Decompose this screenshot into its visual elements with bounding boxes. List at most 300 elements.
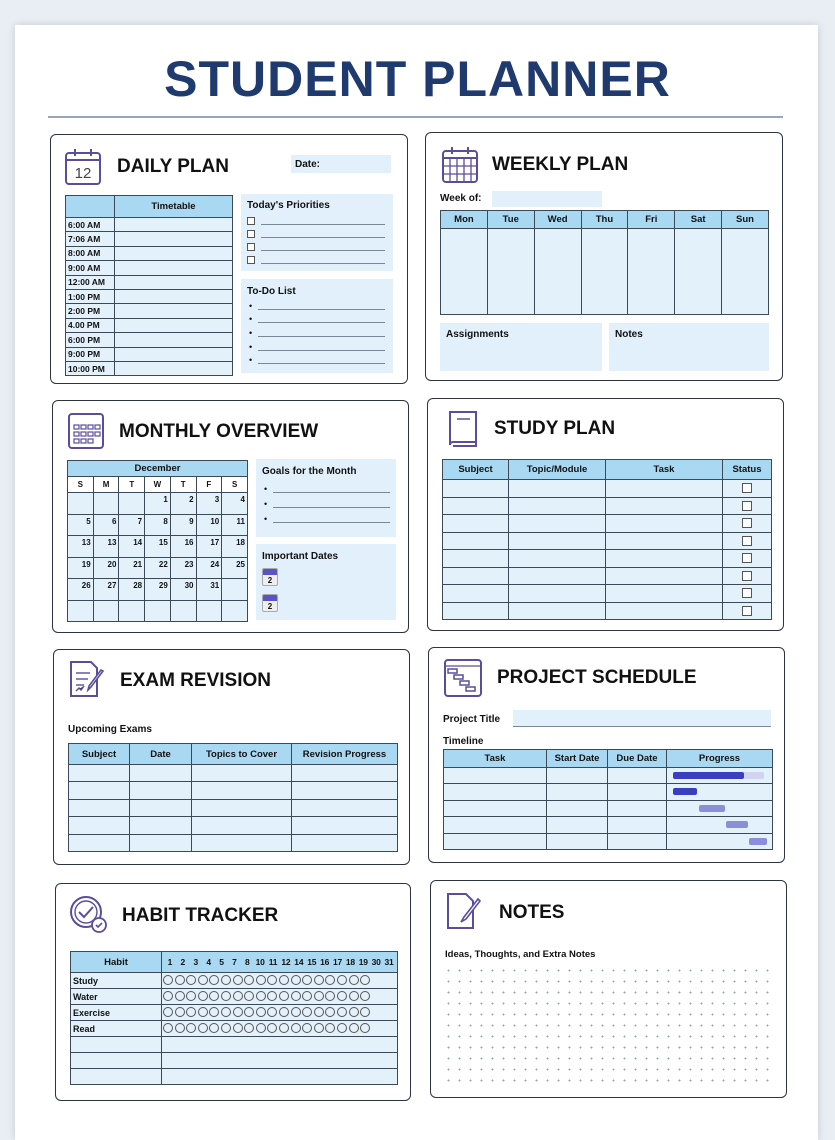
habit-check-circle[interactable] [209,991,219,1001]
day-entry[interactable] [487,229,534,315]
calendar-day[interactable]: 29 [145,579,171,601]
project-cell[interactable] [444,768,547,784]
status-checkbox[interactable] [742,483,752,493]
calendar-day[interactable]: 5 [68,514,94,536]
exam-cell[interactable] [292,799,398,816]
exam-cell[interactable] [192,799,292,816]
study-cell[interactable] [443,602,509,620]
habit-checks [162,1005,398,1021]
exam-revision-panel [53,649,410,865]
calendar-month-icon [66,410,106,450]
day-numbers-header [162,952,398,973]
habit-check-circle[interactable] [221,1023,231,1033]
study-cell[interactable] [606,550,723,568]
study-row [443,497,772,515]
calendar-day[interactable] [68,600,94,622]
habit-check-circle[interactable] [244,1007,254,1017]
progress-cell [667,784,773,800]
day-entry[interactable] [534,229,581,315]
habit-check-circle[interactable] [349,1023,359,1033]
calendar-day[interactable]: 28 [119,579,145,601]
habit-check-circle[interactable] [163,1007,173,1017]
habit-check-circle[interactable] [314,991,324,1001]
habit-check-circle[interactable] [221,1007,231,1017]
calendar-day[interactable]: 6 [93,514,119,536]
study-cell[interactable] [443,567,509,585]
time-slot-label: 1:00 PM [66,289,115,303]
day-number: 15 [307,957,317,967]
exam-cell[interactable] [130,765,192,782]
habit-check-circle[interactable] [233,1007,243,1017]
book-icon [444,408,484,448]
habit-check-circle[interactable] [302,991,312,1001]
timetable-row [66,347,233,361]
habit-check-circle[interactable] [175,975,185,985]
habit-check-circle[interactable] [186,1007,196,1017]
exam-cell[interactable] [130,817,192,834]
day-number: 8 [245,957,250,967]
project-cell[interactable] [547,768,608,784]
habit-check-circle[interactable] [256,1007,266,1017]
habit-check-circle[interactable] [360,975,370,985]
habit-row [71,973,398,989]
todo-item[interactable] [249,326,385,340]
habit-check-circle[interactable] [209,1007,219,1017]
habit-check-circle[interactable] [302,1023,312,1033]
habit-name[interactable]: Read [71,1021,162,1037]
day-number: 11 [268,957,278,967]
day-number: 5 [219,957,224,967]
study-cell[interactable] [509,567,606,585]
project-cell[interactable] [608,800,667,816]
calendar-day[interactable] [222,600,248,622]
calendar-day[interactable] [196,600,222,622]
calendar-day-number: 12 [74,165,92,182]
status-checkbox[interactable] [742,501,752,511]
study-cell[interactable] [606,497,723,515]
exam-cell[interactable] [130,834,192,851]
checkbox-icon[interactable] [247,217,255,225]
calendar-day[interactable]: 14 [119,536,145,558]
calendar-day[interactable]: 1 [145,493,171,515]
habit-check-circle[interactable] [209,1023,219,1033]
habit-check-circle[interactable] [256,975,266,985]
habit-check-circle[interactable] [244,991,254,1001]
date-label: Date: [295,159,321,170]
habit-name[interactable] [71,1069,162,1085]
day-number: 30 [371,957,381,967]
habit-check-circle[interactable] [198,975,208,985]
habit-check-circle[interactable] [360,1023,370,1033]
calendar-day[interactable]: 11 [222,514,248,536]
study-cell[interactable] [443,497,509,515]
calendar-day[interactable]: 22 [145,557,171,579]
habit-check-circle[interactable] [163,1023,173,1033]
time-slot-entry[interactable] [115,289,233,303]
timetable-row [66,246,233,260]
habit-check-circle[interactable] [337,1023,347,1033]
calendar-day[interactable]: 24 [196,557,222,579]
habit-check-circle[interactable] [279,975,289,985]
habit-check-circle[interactable] [325,1007,335,1017]
exam-cell[interactable] [69,765,130,782]
todo-box [241,279,393,373]
calendar-day[interactable] [170,600,196,622]
exam-cell[interactable] [192,765,292,782]
time-slot-entry[interactable] [115,361,233,375]
habit-check-circle[interactable] [198,991,208,1001]
exam-cell[interactable] [69,817,130,834]
exam-cell[interactable] [130,799,192,816]
exam-cell[interactable] [130,782,192,799]
habit-check-circle[interactable] [314,1023,324,1033]
habit-check-circle[interactable] [279,1023,289,1033]
habit-checks [162,1069,398,1085]
study-cell[interactable] [509,602,606,620]
timetable-row [66,333,233,347]
todo-item[interactable] [249,299,385,313]
time-slot-entry[interactable] [115,347,233,361]
habit-check-circle[interactable] [325,975,335,985]
time-slot-entry[interactable] [115,246,233,260]
weekday-label: F [196,477,222,493]
habit-check-circle[interactable] [337,1007,347,1017]
habit-check-circle[interactable] [337,975,347,985]
weekday-label: W [145,477,171,493]
project-cell[interactable] [444,784,547,800]
calendar-day[interactable]: 18 [222,536,248,558]
time-slot-entry[interactable] [115,333,233,347]
study-cell[interactable] [606,585,723,603]
study-cell[interactable] [509,550,606,568]
status-cell [723,585,772,603]
project-cell[interactable] [608,817,667,833]
calendar-week-icon [440,145,480,185]
study-cell[interactable] [606,602,723,620]
habit-check-circle[interactable] [325,1023,335,1033]
habit-check-circle[interactable] [221,975,231,985]
study-cell[interactable] [443,585,509,603]
study-cell[interactable] [606,567,723,585]
write-line [258,356,385,364]
weekday-header: Thu [581,211,628,229]
calendar-day[interactable] [145,600,171,622]
exam-cell[interactable] [192,834,292,851]
project-cell[interactable] [547,784,608,800]
calendar-day[interactable]: 13 [93,536,119,558]
habit-checks [162,973,398,989]
status-cell [723,515,772,533]
habit-check-circle[interactable] [314,1007,324,1017]
habit-check-circle[interactable] [302,975,312,985]
checkbox-icon[interactable] [247,243,255,251]
exam-cell[interactable] [192,817,292,834]
habit-check-circle[interactable] [256,1023,266,1033]
project-row [444,817,773,833]
habit-check-circle[interactable] [198,1023,208,1033]
column-header: Task [444,750,547,768]
habit-check-circle[interactable] [302,1007,312,1017]
study-cell[interactable] [443,515,509,533]
day-entry[interactable] [675,229,722,315]
project-cell[interactable] [547,817,608,833]
write-line [261,256,385,264]
project-cell[interactable] [444,817,547,833]
habit-check-circle[interactable] [186,991,196,1001]
calendar-day[interactable]: 19 [68,557,94,579]
habit-check-circle[interactable] [325,991,335,1001]
habit-check-circle[interactable] [360,1007,370,1017]
column-header: Progress [667,750,773,768]
habit-check-circle[interactable] [279,991,289,1001]
habit-check-circle[interactable] [360,991,370,1001]
priorities-box [241,194,393,271]
habit-check-circle[interactable] [291,1023,301,1033]
checkbox-icon[interactable] [247,230,255,238]
project-schedule-title: PROJECT SCHEDULE [497,667,697,688]
habit-check-circle[interactable] [267,1023,277,1033]
project-cell[interactable] [608,784,667,800]
habit-check-circle[interactable] [175,991,185,1001]
habit-check-circle[interactable] [198,1007,208,1017]
calendar-day[interactable]: 16 [170,536,196,558]
project-title-field[interactable] [513,710,771,727]
study-cell[interactable] [509,497,606,515]
study-cell[interactable] [443,550,509,568]
priority-item[interactable] [247,214,385,227]
calendar-day[interactable] [119,493,145,515]
exam-cell[interactable] [292,765,398,782]
checkbox-icon[interactable] [247,256,255,264]
status-cell [723,550,772,568]
exam-cell[interactable] [69,782,130,799]
day-number: 10 [255,957,265,967]
exam-cell[interactable] [292,782,398,799]
habit-name[interactable]: Study [71,973,162,989]
priority-item[interactable] [247,253,385,266]
project-cell[interactable] [547,833,608,849]
project-cell[interactable] [444,833,547,849]
study-cell[interactable] [509,585,606,603]
habit-check-circle[interactable] [233,1023,243,1033]
status-cell [723,602,772,620]
calendar-day[interactable]: 31 [196,579,222,601]
month-name: December [68,461,248,477]
checkmark-badge-icon [68,894,108,934]
status-checkbox[interactable] [742,518,752,528]
habit-check-circle[interactable] [337,991,347,1001]
day-number: 3 [193,957,198,967]
exam-cell[interactable] [69,834,130,851]
dot-grid-writing-area[interactable] [443,965,775,1089]
todo-item[interactable] [249,313,385,327]
calendar-day[interactable] [222,579,248,601]
table-header-row [71,952,398,973]
habit-name[interactable] [71,1053,162,1069]
study-plan-title: STUDY PLAN [494,418,616,439]
habit-check-circle[interactable] [244,1023,254,1033]
time-slot-entry[interactable] [115,275,233,289]
calendar-day[interactable]: 27 [93,579,119,601]
exam-cell[interactable] [69,799,130,816]
project-row [444,768,773,784]
habit-row [71,1053,398,1069]
calendar-day[interactable]: 3 [196,493,222,515]
week-of-field[interactable] [492,191,602,207]
study-cell[interactable] [509,532,606,550]
day-entry[interactable] [628,229,675,315]
column-header: Topics to Cover [192,744,292,765]
habit-check-circle[interactable] [314,975,324,985]
habit-check-circle[interactable] [291,991,301,1001]
date-badge-number: 2 [267,576,273,585]
calendar-day[interactable]: 10 [196,514,222,536]
project-cell[interactable] [547,800,608,816]
timetable-row [66,304,233,318]
study-cell[interactable] [509,480,606,498]
habit-row [71,1005,398,1021]
habit-check-circle[interactable] [163,991,173,1001]
habit-check-circle[interactable] [349,1007,359,1017]
calendar-day[interactable]: 23 [170,557,196,579]
habit-name[interactable] [71,1037,162,1053]
study-cell[interactable] [606,532,723,550]
project-cell[interactable] [444,800,547,816]
habit-check-circle[interactable] [291,1007,301,1017]
habit-check-circle[interactable] [256,991,266,1001]
calendar-day[interactable]: 13 [68,536,94,558]
exam-cell[interactable] [192,782,292,799]
calendar-day[interactable]: 8 [145,514,171,536]
time-slot-entry[interactable] [115,304,233,318]
project-title-label: Project Title [443,714,501,725]
habit-name[interactable]: Exercise [71,1005,162,1021]
goal-item[interactable] [264,511,390,526]
notes-box[interactable] [609,323,769,371]
study-row [443,602,772,620]
day-number: 16 [320,957,330,967]
status-checkbox[interactable] [742,536,752,546]
timetable-row [66,275,233,289]
calendar-day[interactable]: 9 [170,514,196,536]
weekday-header: Wed [534,211,581,229]
status-checkbox[interactable] [742,553,752,563]
assignments-box[interactable] [440,323,602,371]
time-slot-label: 4.00 PM [66,318,115,332]
upcoming-exams-label: Upcoming Exams [68,724,152,735]
exam-revision-title: EXAM REVISION [120,670,271,691]
habit-check-circle[interactable] [209,975,219,985]
habit-check-circle[interactable] [349,975,359,985]
habit-check-circle[interactable] [349,991,359,1001]
habit-check-circle[interactable] [267,975,277,985]
habit-check-circle[interactable] [267,991,277,1001]
calendar-day[interactable] [93,600,119,622]
exam-cell[interactable] [292,817,398,834]
todo-item[interactable] [249,353,385,367]
exam-cell[interactable] [292,834,398,851]
status-cell [723,480,772,498]
study-cell[interactable] [443,480,509,498]
goal-item[interactable] [264,496,390,511]
calendar-day[interactable]: 17 [196,536,222,558]
habit-check-circle[interactable] [279,1007,289,1017]
weekday-label: S [222,477,248,493]
weekly-table [440,210,769,315]
status-checkbox[interactable] [742,588,752,598]
habit-check-circle[interactable] [233,975,243,985]
day-entry[interactable] [722,229,769,315]
calendar-day[interactable]: 2 [170,493,196,515]
study-cell[interactable] [509,515,606,533]
weekday-header-row [441,211,769,229]
time-slot-entry[interactable] [115,218,233,232]
note-pen-icon [443,891,483,931]
status-checkbox[interactable] [742,606,752,616]
calendar-day[interactable]: 7 [119,514,145,536]
study-cell[interactable] [443,532,509,550]
status-checkbox[interactable] [742,571,752,581]
study-cell[interactable] [606,480,723,498]
time-slot-entry[interactable] [115,232,233,246]
habit-name[interactable]: Water [71,989,162,1005]
habit-check-circle[interactable] [221,991,231,1001]
calendar-day[interactable]: 20 [93,557,119,579]
project-cell[interactable] [608,833,667,849]
study-cell[interactable] [606,515,723,533]
habit-check-circle[interactable] [163,975,173,985]
habit-check-circle[interactable] [186,1023,196,1033]
project-cell[interactable] [608,768,667,784]
day-entry[interactable] [581,229,628,315]
date-field[interactable] [291,155,391,173]
calendar-day[interactable] [119,600,145,622]
day-entry[interactable] [441,229,488,315]
status-cell [723,567,772,585]
habit-check-circle[interactable] [186,975,196,985]
calendar-day[interactable]: 30 [170,579,196,601]
habit-check-circle[interactable] [267,1007,277,1017]
study-row [443,480,772,498]
goal-item[interactable] [264,481,390,496]
habit-row [71,1037,398,1053]
time-slot-entry[interactable] [115,318,233,332]
calendar-day[interactable]: 15 [145,536,171,558]
calendar-day[interactable]: 4 [222,493,248,515]
time-slot-entry[interactable] [115,261,233,275]
weekday-entries-row [441,229,769,315]
progress-bar [673,772,744,779]
priority-item[interactable] [247,227,385,240]
calendar-day[interactable]: 21 [119,557,145,579]
calendar-day[interactable] [68,493,94,515]
priority-item[interactable] [247,240,385,253]
habit-check-circle[interactable] [244,975,254,985]
time-slot-label: 9:00 AM [66,261,115,275]
calendar-day[interactable]: 26 [68,579,94,601]
weekly-plan-panel [425,132,783,381]
calendar-day[interactable] [93,493,119,515]
habit-check-circle[interactable] [291,975,301,985]
calendar-day[interactable]: 25 [222,557,248,579]
habit-check-circle[interactable] [175,1023,185,1033]
habit-check-circle[interactable] [233,991,243,1001]
column-header: Due Date [608,750,667,768]
month-calendar [67,460,248,622]
habit-check-circle[interactable] [175,1007,185,1017]
todo-item[interactable] [249,340,385,354]
assignments-label: Assignments [446,329,509,340]
